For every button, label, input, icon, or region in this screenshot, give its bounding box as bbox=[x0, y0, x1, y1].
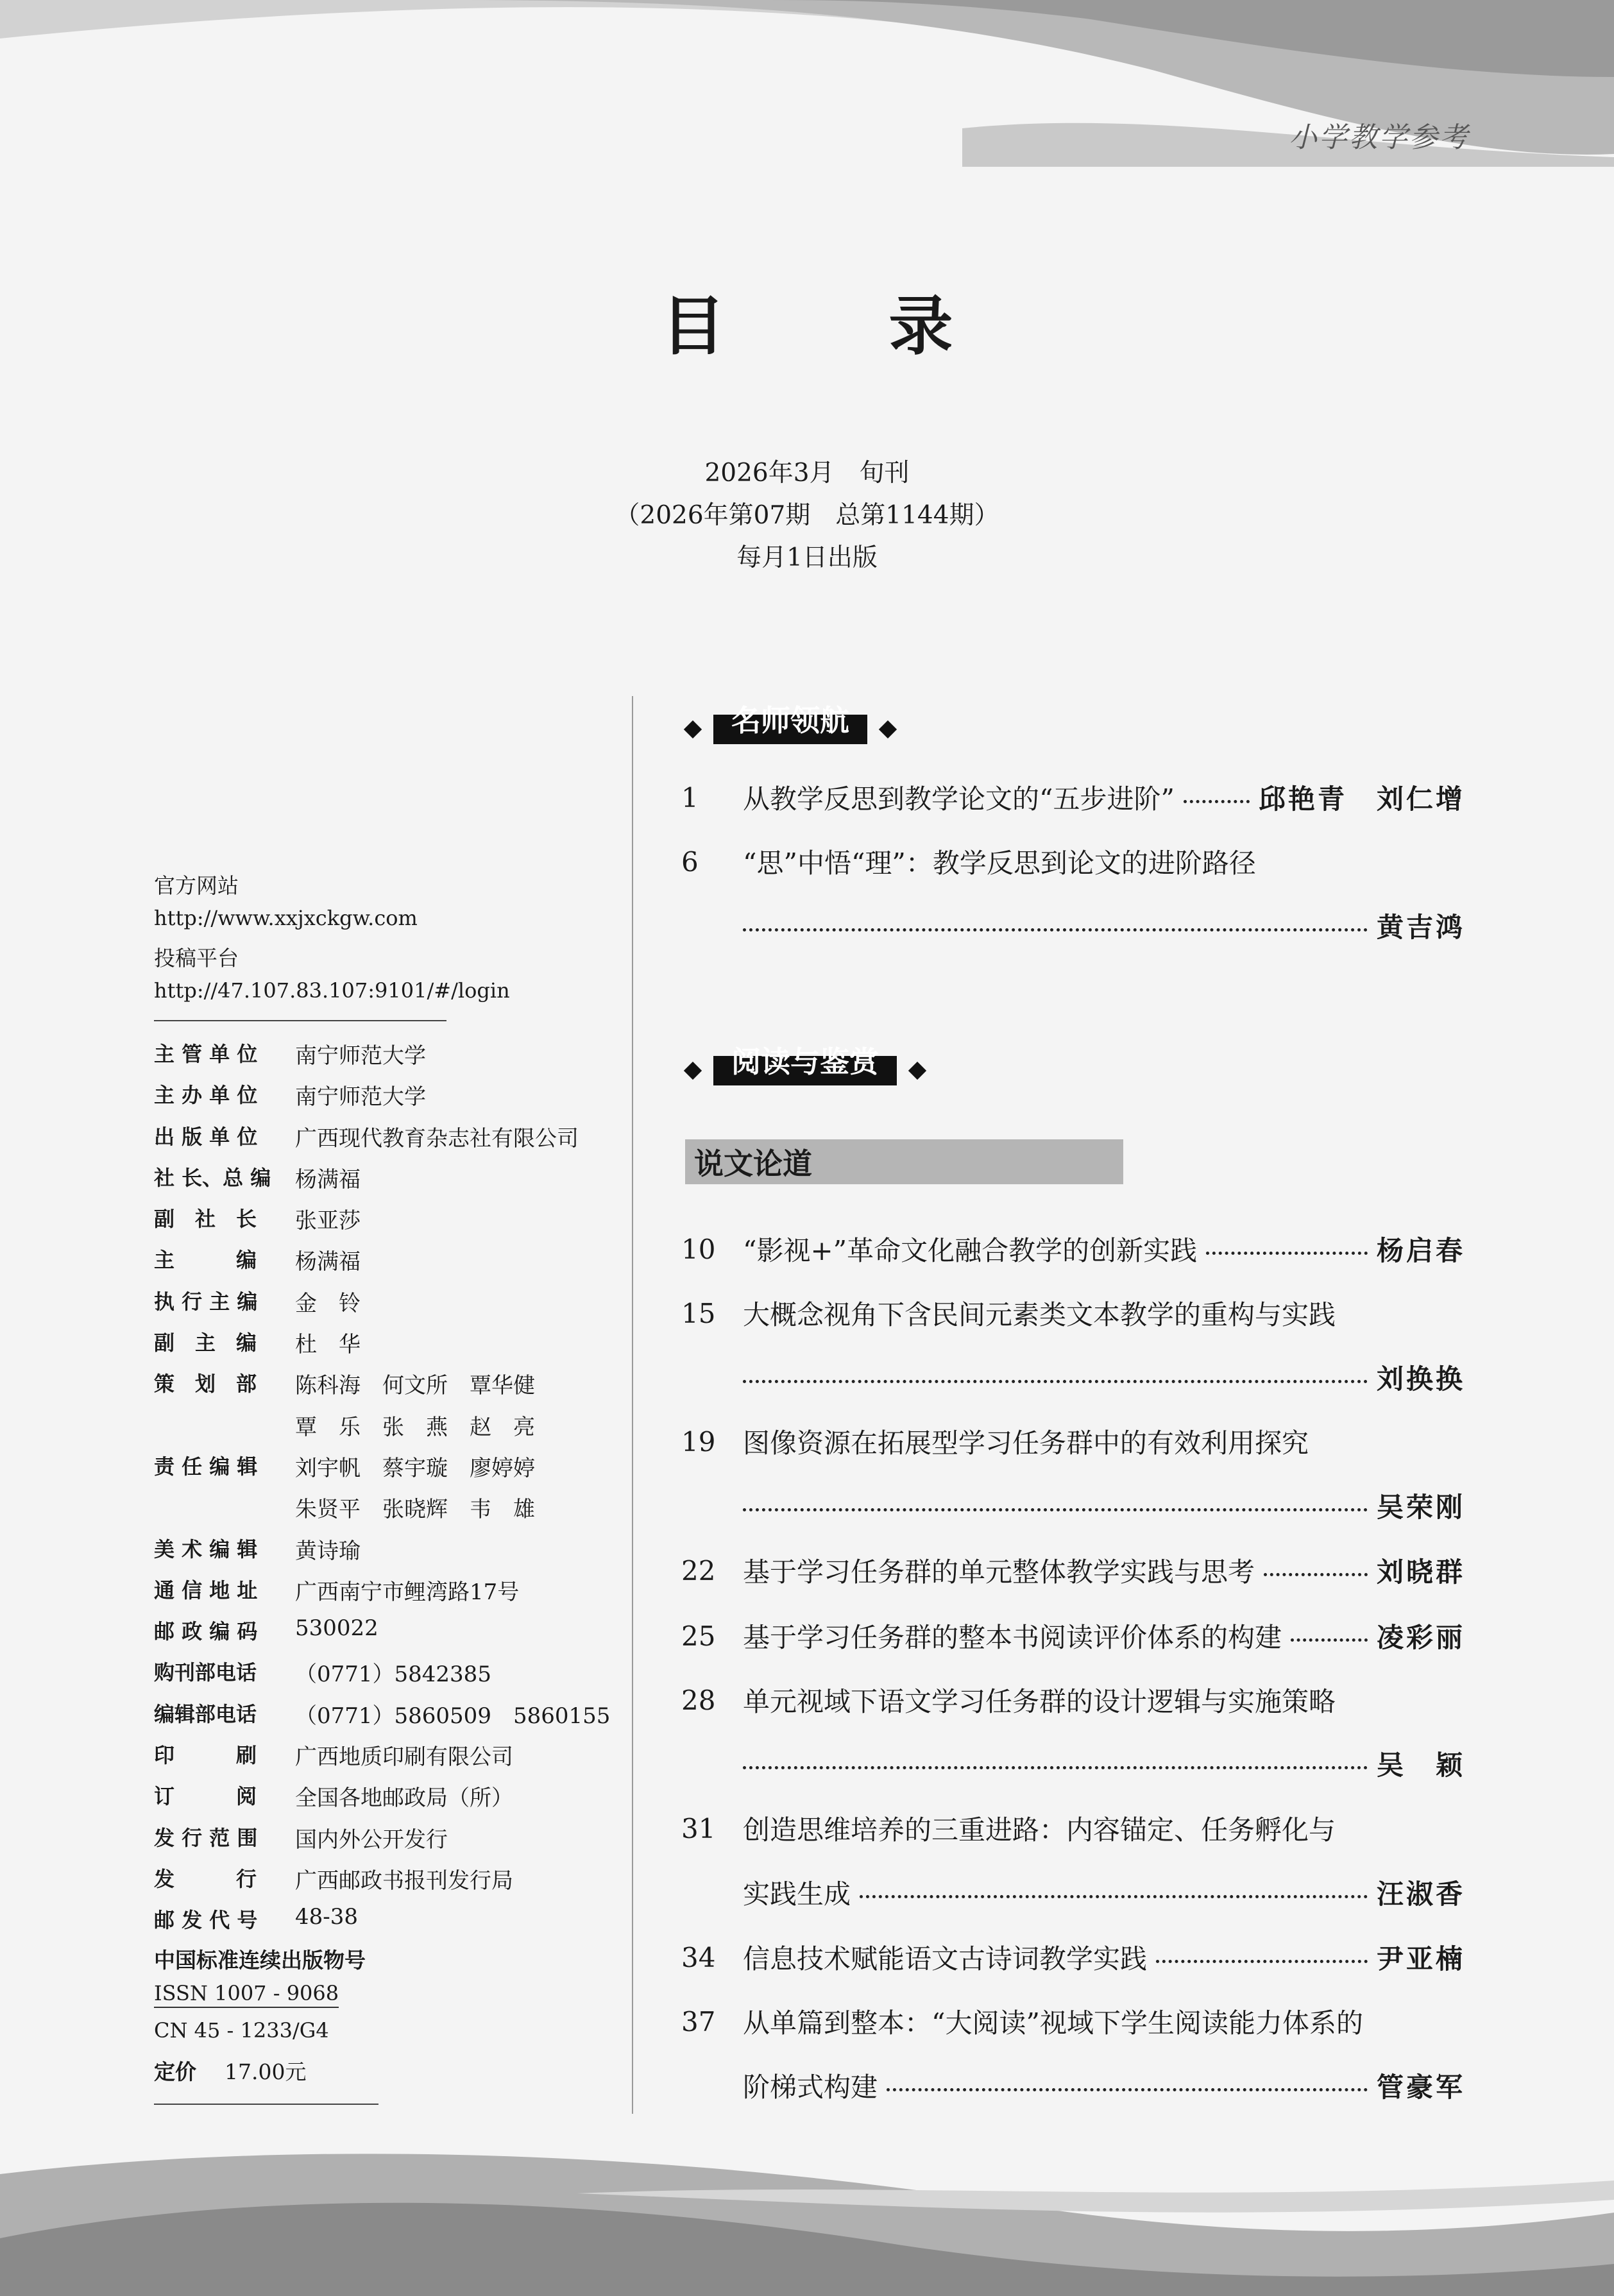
toc-title: 从单篇到整本：“大阅读”视域下学生阅读能力体系的 bbox=[743, 2007, 1363, 2039]
masthead-value: 黄诗瑜 bbox=[295, 1538, 361, 1564]
masthead-label: 发 行 范 围 bbox=[154, 1825, 258, 1850]
masthead-row bbox=[154, 1863, 616, 1904]
toc-entry[interactable] bbox=[681, 1230, 1465, 1268]
toc-title: 大概念视角下含民间元素类文本教学的重构与实践 bbox=[743, 1299, 1336, 1331]
price-value: 17.00元 bbox=[225, 2059, 307, 2084]
toc-page: 28 bbox=[681, 1684, 716, 1716]
column-divider bbox=[632, 696, 633, 2114]
toc-page: 6 bbox=[681, 846, 699, 878]
toc-entry-continued[interactable] bbox=[681, 906, 1465, 945]
issn-number: ISSN 1007 - 9068 bbox=[154, 1981, 339, 2008]
toc-entry-continued[interactable] bbox=[681, 1873, 1465, 1912]
masthead-label: 通 信 地 址 bbox=[154, 1577, 258, 1603]
toc-leader bbox=[743, 1508, 1368, 1511]
toc-entry[interactable] bbox=[681, 1681, 1465, 1719]
issue-date: 2026年3月 旬刊 bbox=[704, 459, 910, 488]
toc-author: 尹亚楠 bbox=[1376, 1943, 1465, 1975]
masthead-value: 刘宇帆 蔡宇璇 廖婷婷 bbox=[295, 1455, 535, 1481]
publish-schedule: 每月1日出版 bbox=[736, 543, 878, 572]
masthead-row bbox=[154, 1162, 616, 1203]
masthead-label: 美 术 编 辑 bbox=[154, 1536, 258, 1561]
toc-title: 单元视域下语文学习任务群的设计逻辑与实施策略 bbox=[743, 1686, 1336, 1717]
masthead-label: 印 刷 bbox=[154, 1743, 257, 1768]
toc-author: 刘晓群 bbox=[1376, 1556, 1465, 1588]
toc-entry[interactable] bbox=[681, 1294, 1465, 1332]
toc-title: 创造思维培养的三重进路：内容锚定、任务孵化与 bbox=[743, 1814, 1336, 1846]
diamond-icon bbox=[684, 1062, 702, 1080]
masthead-row bbox=[154, 1739, 616, 1780]
section-banner-2 bbox=[686, 1044, 924, 1093]
toc-author: 汪淑香 bbox=[1376, 1878, 1465, 1910]
masthead-value: 朱贤平 张晓辉 韦 雄 bbox=[295, 1497, 535, 1523]
divider bbox=[154, 2104, 378, 2105]
toc-title: 实践生成 bbox=[743, 1878, 851, 1910]
toc-title: 信息技术赋能语文古诗词教学实践 bbox=[743, 1943, 1148, 1975]
masthead-row bbox=[154, 1368, 616, 1409]
masthead-value: 张亚莎 bbox=[295, 1208, 361, 1234]
journal-brand: 小学教学参考 bbox=[1289, 121, 1470, 154]
toc-author: 刘换换 bbox=[1376, 1363, 1465, 1395]
submission-label: 投稿平台 bbox=[154, 946, 239, 971]
divider bbox=[154, 1020, 446, 1021]
masthead-row bbox=[154, 1822, 616, 1863]
toc-entry[interactable] bbox=[681, 1617, 1465, 1655]
website-url[interactable]: http://www.xxjxckgw.com bbox=[154, 906, 418, 930]
masthead-value: 广西现代教育杂志社有限公司 bbox=[295, 1125, 579, 1152]
toc-leader bbox=[1291, 1638, 1368, 1642]
masthead-row bbox=[154, 1492, 616, 1533]
diamond-icon bbox=[684, 720, 702, 738]
bottom-wave-decoration bbox=[0, 2136, 1614, 2296]
masthead-value: 金 铃 bbox=[295, 1290, 361, 1316]
masthead-row bbox=[154, 1533, 616, 1574]
masthead-row bbox=[154, 1079, 616, 1120]
masthead-row bbox=[154, 1450, 616, 1492]
masthead bbox=[154, 1038, 616, 1946]
masthead-label: 邮 发 代 号 bbox=[154, 1908, 258, 1933]
diamond-icon bbox=[908, 1062, 926, 1080]
masthead-row bbox=[154, 1698, 616, 1739]
subsection-heading: 说文论道 bbox=[685, 1139, 1123, 1184]
toc-page: 25 bbox=[681, 1620, 716, 1652]
toc-entry[interactable] bbox=[681, 2002, 1465, 2041]
price-label: 定价 bbox=[154, 2059, 196, 2084]
masthead-label: 主 编 bbox=[154, 1248, 257, 1273]
toc-page: 10 bbox=[681, 1233, 716, 1265]
toc-leader bbox=[860, 1895, 1368, 1898]
toc-page: 15 bbox=[681, 1297, 716, 1329]
section-title-text: 阅读与鉴赏 bbox=[731, 1044, 879, 1079]
page-title: 目 录 bbox=[661, 289, 1024, 364]
masthead-value: 杜 华 bbox=[295, 1332, 361, 1358]
toc-entry[interactable] bbox=[681, 842, 1465, 881]
masthead-row bbox=[154, 1780, 616, 1821]
masthead-row bbox=[154, 1615, 616, 1656]
masthead-label: 责 任 编 辑 bbox=[154, 1454, 258, 1479]
submission-url[interactable]: http://47.107.83.107:9101/#/login bbox=[154, 978, 510, 1003]
diamond-icon bbox=[879, 720, 897, 738]
toc-entry[interactable] bbox=[681, 1422, 1465, 1461]
toc-author: 杨启春 bbox=[1376, 1235, 1465, 1266]
toc-entry-continued[interactable] bbox=[681, 1744, 1465, 1783]
toc-leader bbox=[1156, 1960, 1368, 1963]
cn-number: CN 45 - 1233/G4 bbox=[154, 2018, 329, 2043]
masthead-row bbox=[154, 1038, 616, 1079]
masthead-row bbox=[154, 1286, 616, 1327]
toc-leader bbox=[743, 1380, 1368, 1383]
masthead-label: 副 社 长 bbox=[154, 1207, 257, 1232]
section-title-text: 名师领航 bbox=[731, 703, 849, 738]
toc-entry-continued[interactable] bbox=[681, 2066, 1465, 2105]
toc-title: “思”中悟“理”：教学反思到论文的进阶路径 bbox=[743, 847, 1256, 879]
masthead-label: 主 办 单 位 bbox=[154, 1083, 258, 1108]
toc-entry[interactable] bbox=[681, 1551, 1465, 1590]
website-label: 官方网站 bbox=[154, 873, 239, 898]
masthead-row bbox=[154, 1327, 616, 1368]
toc-leader bbox=[743, 1766, 1368, 1769]
masthead-row bbox=[154, 1574, 616, 1615]
toc-leader bbox=[1264, 1573, 1368, 1576]
toc-page: 34 bbox=[681, 1941, 716, 1973]
toc-author: 吴荣刚 bbox=[1376, 1492, 1465, 1523]
toc-author: 黄吉鸿 bbox=[1376, 912, 1465, 943]
masthead-value: 覃 乐 张 燕 赵 亮 bbox=[295, 1414, 535, 1440]
masthead-value: （0771）5842385 bbox=[295, 1662, 491, 1688]
section-banner-1 bbox=[686, 703, 894, 752]
toc-page: 37 bbox=[681, 2005, 716, 2037]
toc-title: 基于学习任务群的单元整体教学实践与思考 bbox=[743, 1556, 1255, 1588]
masthead-label: 订 阅 bbox=[154, 1784, 257, 1809]
masthead-label: 出 版 单 位 bbox=[154, 1124, 258, 1149]
masthead-value: 广西南宁市鲤湾路17号 bbox=[295, 1579, 520, 1605]
toc-author: 邱艳青 刘仁增 bbox=[1258, 783, 1465, 815]
masthead-value: 陈科海 何文所 覃华健 bbox=[295, 1373, 535, 1399]
toc-page: 22 bbox=[681, 1554, 716, 1586]
toc-author: 凌彩丽 bbox=[1376, 1622, 1465, 1653]
toc-leader bbox=[887, 2088, 1368, 2091]
toc-leader bbox=[1184, 800, 1250, 803]
masthead-row bbox=[154, 1904, 616, 1945]
toc-entry-continued[interactable] bbox=[681, 1358, 1465, 1397]
toc-leader bbox=[1206, 1252, 1368, 1255]
toc-page: 31 bbox=[681, 1812, 716, 1844]
masthead-label: 发 行 bbox=[154, 1866, 257, 1891]
toc-entry[interactable] bbox=[681, 778, 1465, 817]
masthead-label: 执 行 主 编 bbox=[154, 1289, 258, 1314]
toc-author: 吴 颖 bbox=[1376, 1749, 1465, 1781]
masthead-value: 530022 bbox=[295, 1615, 378, 1642]
section-title bbox=[713, 703, 867, 744]
masthead-label: 社 长、总 编 bbox=[154, 1165, 271, 1190]
issue-number: （2026年第07期 总第1144期） bbox=[615, 501, 999, 530]
toc-title: 图像资源在拓展型学习任务群中的有效利用探究 bbox=[743, 1427, 1309, 1459]
toc-title: 阶梯式构建 bbox=[743, 2071, 878, 2103]
masthead-label: 邮 政 编 码 bbox=[154, 1619, 258, 1644]
masthead-value: （0771）5860509 5860155 bbox=[295, 1703, 611, 1729]
masthead-value: 南宁师范大学 bbox=[295, 1043, 426, 1069]
toc-entry[interactable] bbox=[681, 1938, 1465, 1977]
toc-title: 从教学反思到教学论文的“五步进阶” bbox=[743, 783, 1175, 815]
masthead-value: 广西地质印刷有限公司 bbox=[295, 1744, 513, 1771]
toc-author: 管豪军 bbox=[1376, 2071, 1465, 2103]
masthead-row bbox=[154, 1409, 616, 1450]
toc-entry-continued[interactable] bbox=[681, 1486, 1465, 1525]
masthead-value: 广西邮政书报刊发行局 bbox=[295, 1867, 513, 1894]
masthead-row bbox=[154, 1244, 616, 1285]
masthead-label: 副 主 编 bbox=[154, 1331, 257, 1356]
masthead-value: 杨满福 bbox=[295, 1166, 361, 1193]
masthead-row bbox=[154, 1656, 616, 1697]
toc-title: “影视+”革命文化融合教学的创新实践 bbox=[743, 1235, 1198, 1266]
masthead-value: 48-38 bbox=[295, 1904, 359, 1930]
masthead-label: 主 管 单 位 bbox=[154, 1042, 258, 1066]
toc-leader bbox=[743, 928, 1368, 931]
toc-entry[interactable] bbox=[681, 1809, 1465, 1848]
masthead-row bbox=[154, 1121, 616, 1162]
masthead-label: 策 划 部 bbox=[154, 1372, 257, 1397]
masthead-value: 全国各地邮政局（所） bbox=[295, 1785, 513, 1812]
section-title bbox=[713, 1044, 897, 1085]
masthead-label: 购刊部电话 bbox=[154, 1660, 257, 1685]
toc-page: 19 bbox=[681, 1425, 716, 1458]
masthead-value: 国内外公开发行 bbox=[295, 1826, 448, 1853]
masthead-label: 编辑部电话 bbox=[154, 1701, 257, 1726]
masthead-row bbox=[154, 1203, 616, 1244]
masthead-value: 南宁师范大学 bbox=[295, 1084, 426, 1110]
standard-number-title: 中国标准连续出版物号 bbox=[154, 1948, 366, 1973]
masthead-value: 杨满福 bbox=[295, 1249, 361, 1275]
toc-page: 1 bbox=[681, 781, 699, 813]
toc-title: 基于学习任务群的整本书阅读评价体系的构建 bbox=[743, 1622, 1282, 1653]
